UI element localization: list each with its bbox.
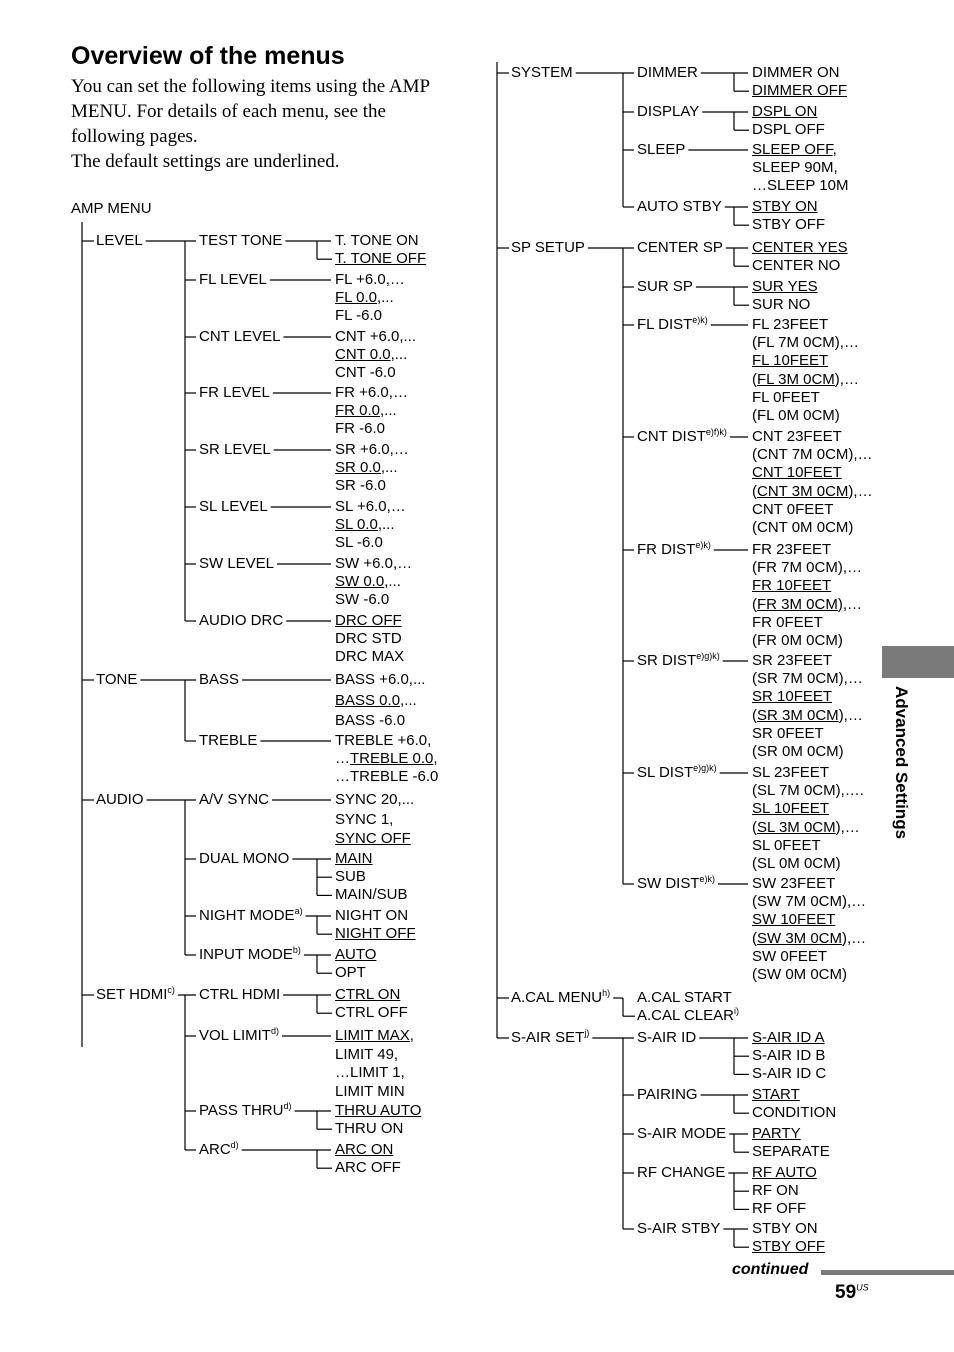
value-option: (SW 7M 0CM),…: [752, 893, 867, 911]
submenu-fr-level: FR LEVEL: [199, 384, 270, 401]
value-option: (SR 0M 0CM): [752, 743, 844, 760]
value-option: THRU AUTO: [335, 1102, 422, 1119]
value-option: FR -6.0: [335, 420, 386, 438]
value-option: DIMMER OFF: [752, 82, 847, 100]
value-option: (SL 7M 0CM),….: [752, 782, 864, 800]
value-option: SR 10FEET: [752, 688, 833, 706]
value-option: MAIN/SUB: [335, 886, 408, 904]
value-option: PARTY: [752, 1125, 801, 1142]
value-option: SW +6.0,…: [335, 555, 413, 572]
value-option: T. TONE OFF: [335, 250, 427, 268]
value-option: SL 0FEET: [752, 836, 821, 854]
value-option: (CNT 0M 0CM): [752, 519, 854, 536]
submenu-s-air-id: S-AIR ID: [637, 1029, 697, 1046]
submenu-sw-dist: SW $DIST^{e)k)}$: [637, 874, 715, 892]
value-option: …LIMIT 1,: [335, 1064, 405, 1081]
menu-group-tone: TONE: [96, 671, 138, 688]
continued-bar: [821, 1270, 954, 1275]
submenu-vol-limit: VOL LIMIT$^{d)}$: [199, 1026, 279, 1044]
value-option: DRC STD: [335, 630, 402, 648]
value-option: FL 0FEET: [752, 388, 820, 406]
submenu-sr-level: SR LEVEL: [199, 441, 271, 458]
value-option: FR 10FEET: [752, 577, 832, 595]
value-option: RF ON: [752, 1182, 799, 1200]
submenu-display: DISPLAY: [637, 103, 700, 120]
value-option: DSPL OFF: [752, 121, 825, 139]
value-option: CNT 0.0,...: [335, 346, 408, 364]
value-option: (CNT 7M 0CM),…: [752, 446, 873, 464]
value-option: …TREBLE 0.0,: [335, 750, 438, 768]
value-option: SR 0FEET: [752, 724, 824, 742]
value-option: (FL 0M 0CM): [752, 407, 840, 424]
value-option: S-AIR ID B: [752, 1047, 826, 1065]
menu-group-audio: AUDIO: [96, 791, 144, 808]
menu-group-level: LEVEL: [96, 232, 143, 249]
value-option: SR -6.0: [335, 477, 386, 495]
value-option: SR 23FEET: [752, 652, 833, 669]
value-option: (FR 3M 0CM),…: [752, 595, 863, 613]
value-option: CONDITION: [752, 1104, 837, 1122]
value-option: SW 23FEET: [752, 875, 836, 892]
value-option: BASS +6.0,...: [335, 671, 426, 688]
value-option: CNT 10FEET: [752, 464, 842, 482]
value-option: CNT 23FEET: [752, 428, 842, 445]
value-option: SL 0.0,...: [335, 516, 395, 534]
value-option: AUTO: [335, 946, 377, 963]
submenu-sl-dist: SL $DIST^{e)g)k)}$: [637, 763, 717, 781]
value-option: SYNC OFF: [335, 830, 411, 847]
submenu-auto-stby: AUTO STBY: [637, 198, 722, 215]
page-number: $59^{US}$: [835, 1282, 869, 1303]
value-option: (CNT 3M 0CM),…: [752, 482, 873, 500]
value-option: FL 23FEET: [752, 316, 829, 333]
value-option: MAIN: [335, 850, 373, 867]
value-option: CTRL OFF: [335, 1004, 408, 1022]
submenu-sr-dist: SR $DIST^{e)g)k)}$: [637, 651, 720, 669]
menu-group-set-hdmi: SET HDMI$^{c)}$: [96, 985, 175, 1003]
submenu-ctrl-hdmi: CTRL HDMI: [199, 986, 281, 1003]
submenu-cnt-dist: CNT $DIST^{e)f)k)}$: [637, 427, 727, 445]
menu-item-a-cal-start: A.CAL START: [637, 989, 732, 1006]
value-option: STBY ON: [752, 1220, 818, 1237]
value-option: DRC MAX: [335, 648, 405, 666]
submenu-test-tone: TEST TONE: [199, 232, 283, 249]
submenu-input-mode: INPUT MODE$^{b)}$: [199, 945, 301, 963]
value-option: (SL 0M 0CM): [752, 855, 841, 872]
value-option: SYNC 20,...: [335, 791, 415, 808]
value-option: DRC OFF: [335, 612, 402, 629]
submenu-dual-mono: DUAL MONO: [199, 850, 290, 867]
submenu-pairing: PAIRING: [637, 1086, 698, 1103]
value-option: (FR 7M 0CM),…: [752, 559, 862, 577]
value-option: SUB: [335, 868, 366, 886]
submenu-sur-sp: SUR SP: [637, 278, 693, 295]
submenu-bass: BASS: [199, 671, 240, 688]
value-option: NIGHT OFF: [335, 925, 416, 943]
submenu-sleep: SLEEP: [637, 141, 686, 158]
value-option: (SW 0M 0CM): [752, 966, 847, 983]
value-option: TREBLE +6.0,: [335, 732, 432, 749]
value-option: CNT 0FEET: [752, 500, 834, 518]
value-option: DIMMER ON: [752, 64, 840, 81]
value-option: …SLEEP 10M: [752, 177, 849, 195]
value-option: FR +6.0,…: [335, 384, 408, 401]
value-option: LIMIT MIN: [335, 1082, 405, 1100]
value-option: (SR 3M 0CM),…: [752, 706, 863, 724]
value-option: (FL 7M 0CM),…: [752, 334, 859, 352]
value-option: S-AIR ID C: [752, 1065, 827, 1083]
value-option: ARC ON: [335, 1141, 394, 1158]
menu-group-a-cal-menu: A.CAL MENU$^{h)}$: [511, 988, 611, 1006]
value-option: SLEEP 90M,: [752, 159, 838, 177]
value-option: CENTER NO: [752, 257, 841, 275]
value-option: CTRL ON: [335, 986, 401, 1003]
value-option: OPT: [335, 964, 366, 982]
value-option: CNT +6.0,...: [335, 328, 417, 345]
menu-group-system: SYSTEM: [511, 64, 573, 81]
value-option: SR 0.0,...: [335, 459, 398, 477]
menu-item-a-cal-clear: A.CAL CLEAR$^{i)}$: [637, 1006, 739, 1025]
value-option: RF AUTO: [752, 1164, 817, 1181]
amp-menu-label: AMP MENU: [71, 200, 152, 217]
value-option: SL 10FEET: [752, 800, 829, 818]
submenu-audio-drc: AUDIO DRC: [199, 612, 284, 629]
value-option: SW 10FEET: [752, 911, 836, 929]
intro-default-note: The default settings are underlined.: [71, 151, 340, 172]
value-option: STBY OFF: [752, 1238, 826, 1256]
value-option: T. TONE ON: [335, 232, 419, 249]
value-option: STBY OFF: [752, 216, 826, 234]
value-option: BASS -6.0: [335, 712, 406, 729]
page-title: Overview of the menus: [71, 42, 345, 70]
submenu-s-air-mode: S-AIR MODE: [637, 1125, 727, 1142]
submenu-rf-change: RF CHANGE: [637, 1164, 726, 1181]
value-option: FR 23FEET: [752, 541, 832, 558]
value-option: CENTER YES: [752, 239, 848, 256]
value-option: FL 10FEET: [752, 352, 829, 370]
value-option: BASS 0.0,...: [335, 691, 417, 709]
value-option: ARC OFF: [335, 1159, 401, 1177]
value-option: STBY ON: [752, 198, 818, 215]
value-option: CNT -6.0: [335, 364, 396, 382]
value-option: (FR 0M 0CM): [752, 632, 843, 649]
value-option: S-AIR ID A: [752, 1029, 825, 1046]
value-option: FL 0.0,...: [335, 289, 394, 307]
value-option: SW -6.0: [335, 591, 390, 609]
value-option: (SR 7M 0CM),…: [752, 670, 863, 688]
value-option: (SW 3M 0CM),…: [752, 929, 867, 947]
value-option: (FL 3M 0CM),…: [752, 370, 859, 388]
value-option: SYNC 1,: [335, 810, 394, 828]
value-option: FR 0.0,...: [335, 402, 397, 420]
value-option: FR 0FEET: [752, 613, 823, 631]
section-tab-label: Advanced Settings: [892, 686, 911, 840]
value-option: SW 0FEET: [752, 947, 828, 965]
value-option: RF OFF: [752, 1200, 807, 1218]
continued-label: continued: [732, 1261, 809, 1278]
submenu-fl-level: FL LEVEL: [199, 271, 267, 288]
submenu-night-mode: NIGHT MODE$^{a)}$: [199, 906, 303, 924]
intro-paragraph: You can set the following items using the AMP MENU. For details of each menu, see the following pages.: [71, 76, 430, 147]
submenu-a-v-sync: A/V SYNC: [199, 791, 270, 808]
value-option: LIMIT MAX,: [335, 1027, 414, 1044]
value-option: SLEEP OFF,: [752, 141, 837, 158]
submenu-s-air-stby: S-AIR STBY: [637, 1220, 721, 1237]
value-option: THRU ON: [335, 1120, 404, 1138]
value-option: NIGHT ON: [335, 907, 409, 924]
section-tab-marker: [882, 646, 954, 678]
submenu-sl-level: SL LEVEL: [199, 498, 268, 515]
submenu-arc: ARC$^{d)}$: [199, 1140, 239, 1158]
value-option: LIMIT 49,: [335, 1045, 399, 1063]
submenu-sw-level: SW LEVEL: [199, 555, 275, 572]
submenu-cnt-level: CNT LEVEL: [199, 328, 281, 345]
value-option: SUR NO: [752, 296, 811, 314]
value-option: SL 23FEET: [752, 764, 829, 781]
value-option: SL +6.0,…: [335, 498, 406, 515]
submenu-dimmer: DIMMER: [637, 64, 698, 81]
menu-group-s-air-set: S-AIR SET$^{j)}$: [511, 1028, 590, 1046]
submenu-fl-dist: FL $DIST^{e)k)}$: [637, 315, 708, 333]
value-option: SL -6.0: [335, 534, 383, 552]
value-option: (SL 3M 0CM),…: [752, 818, 860, 836]
value-option: FL +6.0,…: [335, 271, 405, 288]
submenu-center-sp: CENTER SP: [637, 239, 723, 256]
value-option: START: [752, 1086, 800, 1103]
submenu-fr-dist: FR $DIST^{e)k)}$: [637, 540, 711, 558]
value-option: SEPARATE: [752, 1143, 830, 1161]
menu-group-sp-setup: SP SETUP: [511, 239, 585, 256]
value-option: DSPL ON: [752, 103, 818, 120]
submenu-pass-thru: PASS THRU$^{d)}$: [199, 1101, 292, 1119]
value-option: …TREBLE -6.0: [335, 768, 439, 786]
value-option: SW 0.0,...: [335, 573, 401, 591]
submenu-treble: TREBLE: [199, 732, 258, 749]
value-option: SUR YES: [752, 278, 818, 295]
value-option: SR +6.0,…: [335, 441, 409, 458]
value-option: FL -6.0: [335, 307, 382, 325]
